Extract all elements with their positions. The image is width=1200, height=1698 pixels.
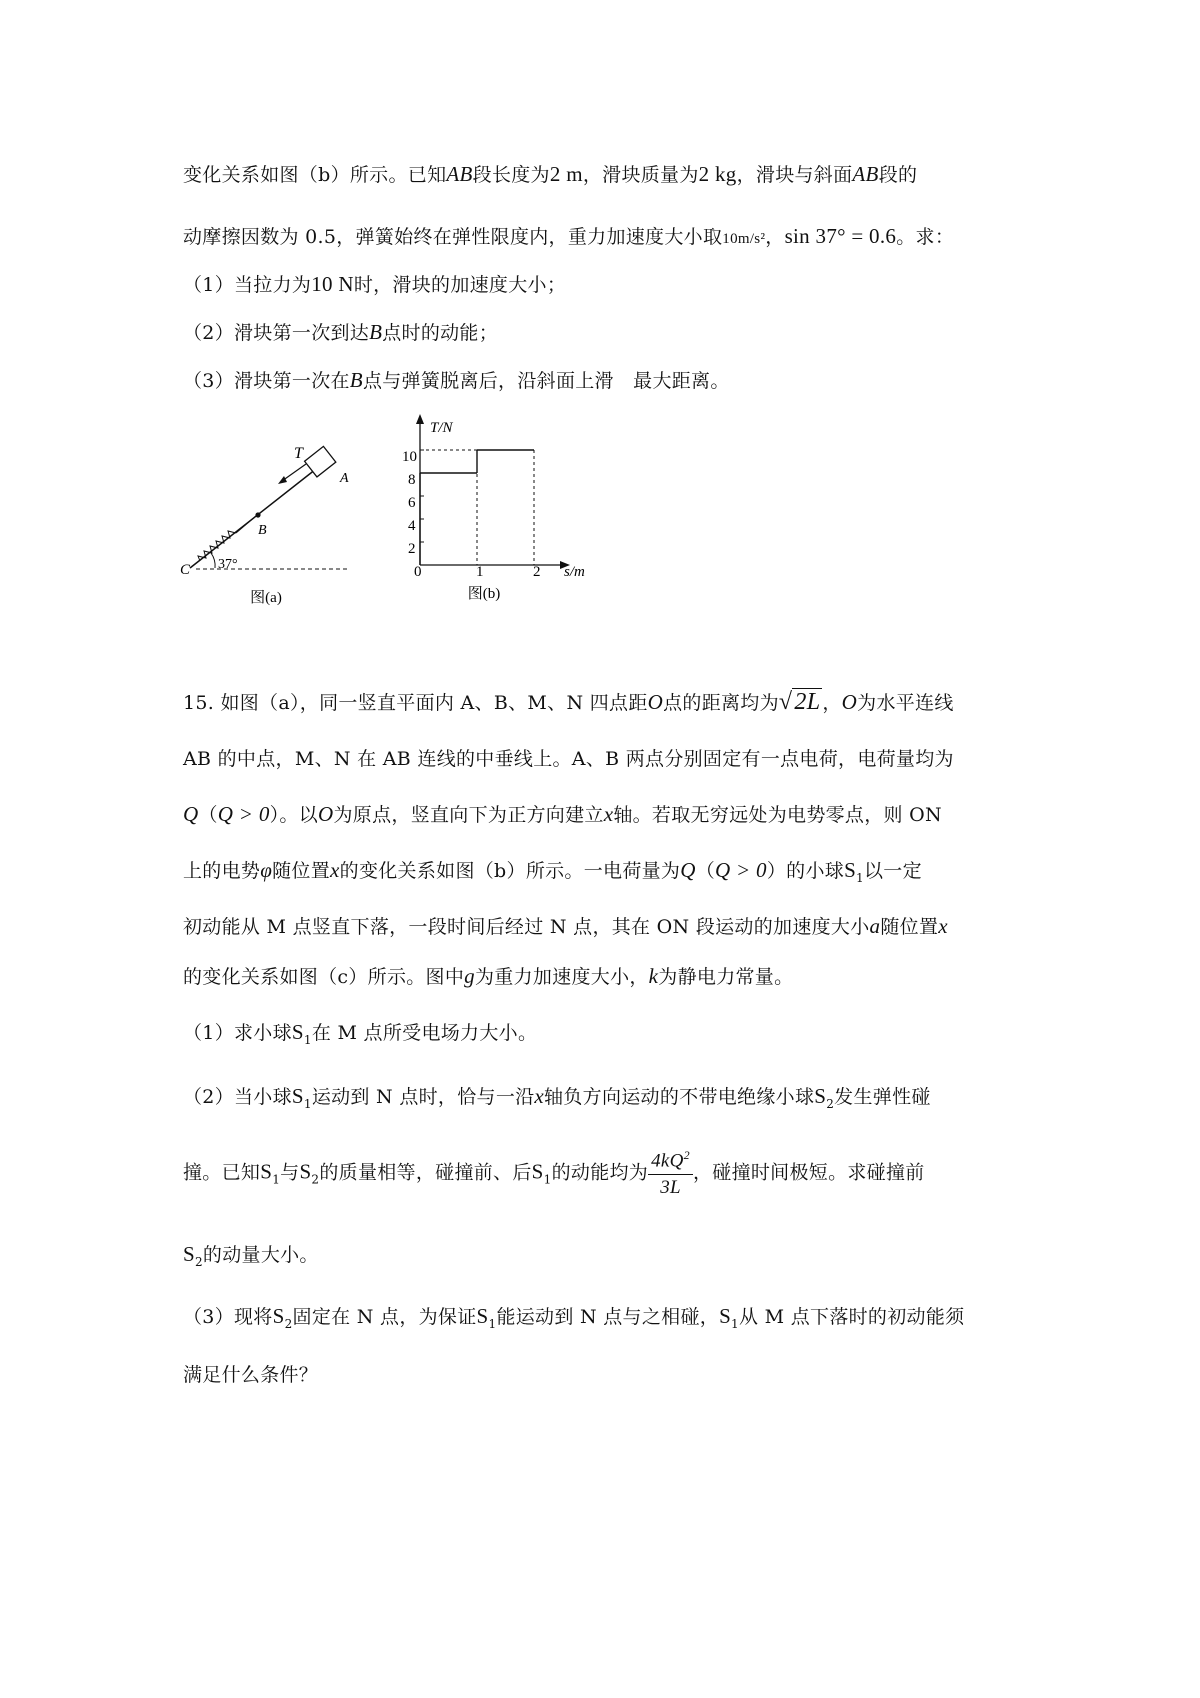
slider-block	[305, 446, 336, 477]
label-c: C	[180, 562, 191, 578]
sqrt-expression: √2L	[778, 689, 821, 715]
y-tick-8: 8	[408, 472, 416, 488]
label-b: B	[258, 523, 267, 538]
label-a: A	[340, 471, 349, 486]
p15-question-2b: 撞。已知$S_1$与$S_2$的质量相等，碰撞前、后$S_1$的动能均为 $\frac{4kQ^2}{3L}$ ，碰撞时间极短。求碰撞前	[183, 1148, 925, 1199]
p14-line1: 变化关系如图（b）所示。已知AB段长度为2 m，滑块质量为2 kg，滑块与斜面AB段的	[183, 162, 918, 186]
angle-arc	[211, 553, 215, 568]
p15-line4: 上的电势φ随位置x的变化关系如图（b）所示。一电荷量为Q（Q > 0）的小球$S_1$以一定	[183, 858, 922, 885]
energy-fraction: $\frac{4kQ^2}{3L}$	[648, 1148, 693, 1199]
p15-line5: 初动能从 M 点竖直下落，一段时间后经过 N 点，其在 ON 段运动的加速度大小a随位置x	[183, 914, 948, 938]
y-tick-10: 10	[402, 449, 417, 465]
p15-question-3b: 满足什么条件？	[183, 1364, 319, 1386]
point-b	[255, 512, 260, 517]
x-axis-label: s/m	[564, 564, 585, 580]
y-tick-4: 4	[408, 518, 416, 534]
p15-line1: 15. 如图（a），同一竖直平面内 A、B、M、N 四点距O点的距离均为√2L ，O为水平连线	[183, 689, 954, 715]
p15-line2: AB 的中点，M、N 在 AB 连线的中垂线上。A、B 两点分别固定有一点电荷，电荷量均为	[183, 748, 954, 770]
p14-question-3: （3）滑块第一次在B点与弹簧脱离后，沿斜面上滑 最大距离。	[183, 368, 730, 392]
caption-b: 图(b)	[467, 586, 501, 602]
angle-label: 37°	[218, 557, 238, 572]
p15-question-2a: （2）当小球$S_1$运动到 N 点时，恰与一沿x轴负方向运动的不带电绝缘小球$S_2$发生弹性碰	[183, 1084, 931, 1111]
y-tick-2: 2	[408, 541, 416, 557]
x-tick-0: 0	[414, 564, 422, 580]
arrow-head	[278, 476, 287, 484]
tension-arrow	[282, 464, 306, 481]
incline-line	[190, 458, 330, 568]
p14-line2: 动摩擦因数为 0.5，弹簧始终在弹性限度内，重力加速度大小取10m/s²，sin 37° = 0.6。求：	[183, 224, 955, 248]
y-tick-6: 6	[408, 495, 416, 511]
label-t: T	[294, 445, 303, 462]
p14-question-2: （2）滑块第一次到达B点时的动能；	[183, 320, 499, 344]
p15-question-1: （1）求小球$S_1$在 M 点所受电场力大小。	[183, 1020, 538, 1047]
figure-a	[178, 430, 378, 610]
p14-question-1: （1）当拉力为10 N时，滑块的加速度大小；	[183, 272, 567, 296]
y-axis-label: T/N	[430, 420, 453, 436]
p15-line6: 的变化关系如图（c）所示。图中g为重力加速度大小，k为静电力常量。	[183, 964, 794, 988]
p15-question-2c: $S_2$的动量大小。	[183, 1242, 319, 1269]
caption-a: 图(a)	[250, 590, 282, 606]
figure-b	[384, 412, 604, 612]
p15-line3: Q（Q > 0）。以O为原点，竖直向下为正方向建立x轴。若取无穷远处为电势零点，则 ON	[183, 802, 942, 826]
x-tick-2: 2	[533, 564, 541, 580]
y-axis-arrow	[416, 414, 424, 424]
x-tick-1: 1	[476, 564, 484, 580]
p15-question-3a: （3）现将$S_2$固定在 N 点，为保证$S_1$能运动到 N 点与之相碰，$S_1$从 M 点下落时的初动能须	[183, 1304, 965, 1331]
